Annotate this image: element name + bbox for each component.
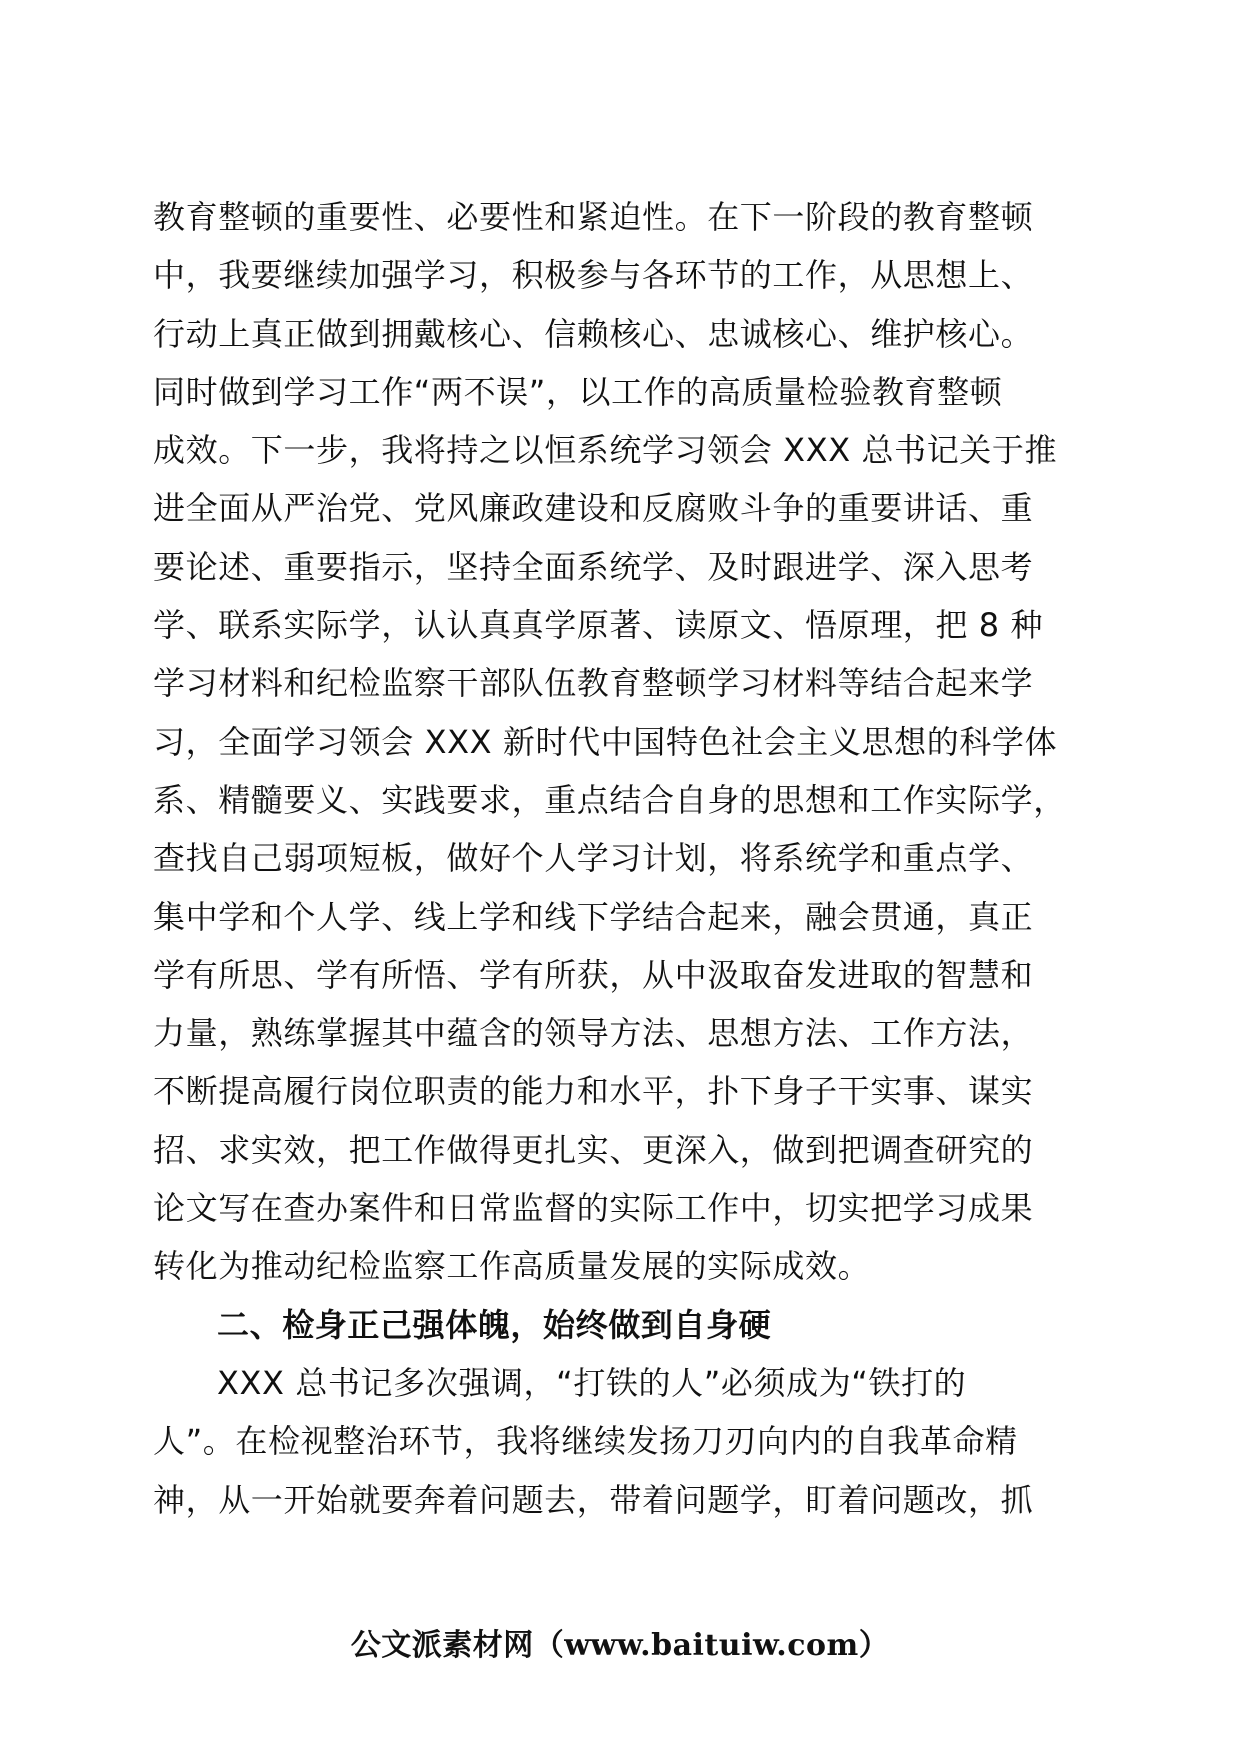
- body-line: 力量，熟练掌握其中蕴含的领导方法、思想方法、工作方法，: [153, 1014, 1034, 1053]
- body-line: 同时做到学习工作“两不误”，以工作的高质量检验教育整顿: [153, 372, 1003, 411]
- body-line: 招、求实效，把工作做得更扎实、更深入，做到把调查研究的: [153, 1130, 1034, 1169]
- body-line: 习，全面学习领会 XXX 新时代中国特色社会主义思想的科学体: [153, 722, 1058, 761]
- body-line: XXX 总书记多次强调，“打铁的人”必须成为“铁打的: [217, 1363, 967, 1402]
- body-line: 论文写在查办案件和日常监督的实际工作中，切实把学习成果: [153, 1189, 1034, 1228]
- body-line: 成效。下一步，我将持之以恒系统学习领会 XXX 总书记关于推: [153, 431, 1058, 470]
- body-line: 教育整顿的重要性、必要性和紧迫性。在下一阶段的教育整顿: [153, 198, 1034, 236]
- document-body: [153, 188, 1093, 1529]
- body-line: 不断提高履行岗位职责的能力和水平，扑下身子干实事、谋实: [153, 1072, 1034, 1111]
- body-line: 行动上真正做到拥戴核心、信赖核心、忠诚核心、维护核心。: [153, 314, 1034, 353]
- footer-watermark-text: 公文派素材网（www.baituiw.com）: [350, 1628, 890, 1663]
- body-line: 学有所思、学有所悟、学有所获，从中汲取奋发进取的智慧和: [153, 955, 1034, 994]
- body-line: 转化为推动纪检监察工作高质量发展的实际成效。: [153, 1247, 871, 1286]
- section-heading: 二、检身正己强体魄，始终做到自身硬: [217, 1305, 772, 1344]
- body-line: 要论述、重要指示，坚持全面系统学、及时跟进学、深入思考: [153, 547, 1034, 586]
- body-line: 学习材料和纪检监察干部队伍教育整顿学习材料等结合起来学: [153, 664, 1034, 703]
- body-line: 学、联系实际学，认认真真学原著、读原文、悟原理，把 8 种: [153, 606, 1044, 645]
- body-line: 集中学和个人学、线上学和线下学结合起来，融会贯通，真正: [153, 897, 1034, 936]
- body-line: 查找自己弱项短板，做好个人学习计划，将系统学和重点学、: [153, 839, 1034, 878]
- body-line: 神，从一开始就要奔着问题去，带着问题学，盯着问题改，抓: [153, 1480, 1034, 1519]
- body-line: 系、精髓要义、实践要求，重点结合自身的思想和工作实际学，: [153, 780, 1066, 819]
- body-line: 进全面从严治党、党风廉政建设和反腐败斗争的重要讲话、重: [153, 489, 1034, 528]
- body-line: 人”。在检视整治环节，我将继续发扬刀刃向内的自我革命精: [153, 1422, 1018, 1461]
- body-line: 中，我要继续加强学习，积极参与各环节的工作，从思想上、: [153, 256, 1034, 295]
